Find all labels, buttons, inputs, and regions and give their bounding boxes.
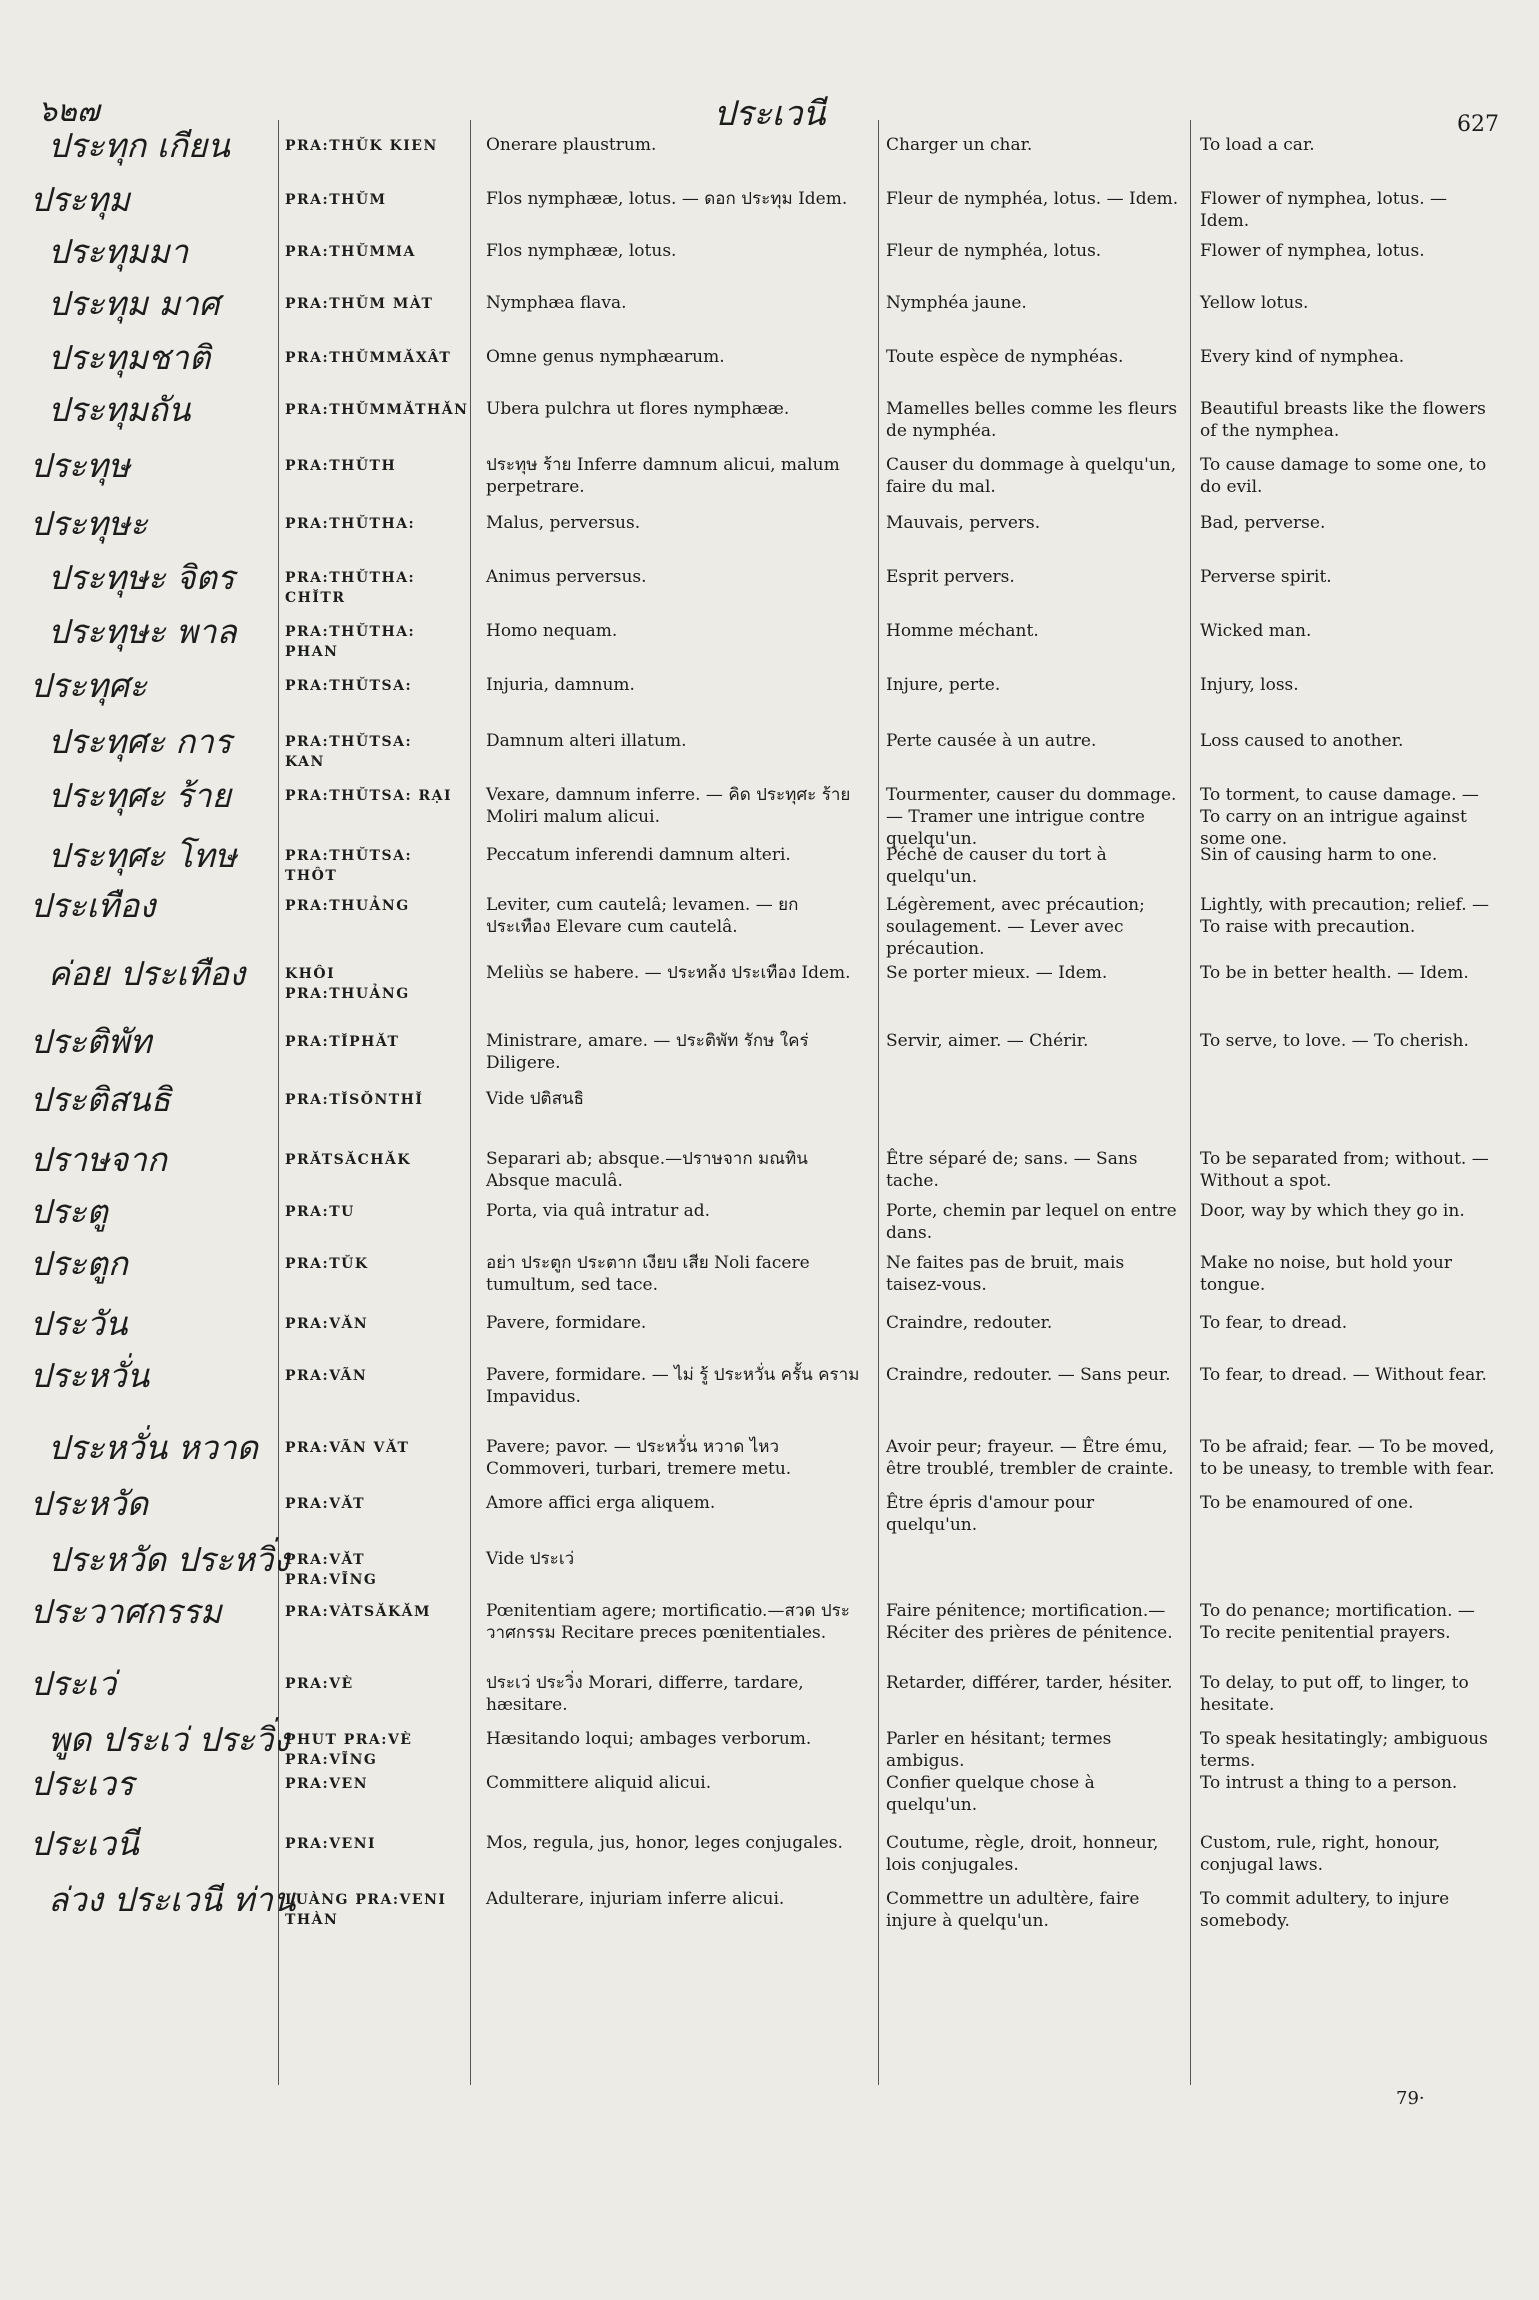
english-definition: Perverse spirit.	[1200, 567, 1332, 587]
latin-definition: Porta, via quâ intratur ad.	[486, 1201, 711, 1221]
romanization: PRA:THŬMMA	[285, 244, 416, 260]
column-divider	[878, 120, 879, 2085]
english-definition: Injury, loss.	[1200, 675, 1299, 695]
headword: ประทุษะ จิตร	[48, 558, 235, 597]
french-definition: Homme méchant.	[886, 621, 1039, 641]
headword: ประเทือง	[30, 886, 156, 925]
romanization: PRA:THŬTSA: KAN	[285, 734, 413, 770]
romanization: PRA:VÀTSĂKĂM	[285, 1604, 431, 1620]
latin-definition: Adulterare, injuriam inferre alicui.	[486, 1889, 785, 1909]
romanization: PRA:THŬK KIEN	[285, 138, 438, 154]
headword: ปราษจาก	[30, 1140, 167, 1179]
headword: ประตูก	[30, 1244, 128, 1283]
english-definition: Custom, rule, right, honour, conjugal laws.	[1200, 1833, 1441, 1875]
romanization: PRA:THŬTHA: PHAN	[285, 624, 416, 660]
romanization: PRA:THŬTSA:	[285, 678, 413, 694]
latin-definition: Damnum alteri illatum.	[486, 731, 687, 751]
headword: ประทุก เกียน	[48, 126, 230, 165]
french-definition: Fleur de nymphéa, lotus.	[886, 241, 1102, 261]
french-definition: Parler en hésitant; termes ambigus.	[886, 1729, 1112, 1771]
french-definition: Causer du dommage à quelqu'un, faire du mal.	[886, 455, 1177, 497]
english-definition: To commit adultery, to injure somebody.	[1200, 1889, 1450, 1931]
french-definition: Être épris d'amour pour quelqu'un.	[886, 1493, 1095, 1535]
english-definition: To do penance; mortification. — To recite penitential prayers.	[1200, 1601, 1475, 1643]
headword: ประทุมถัน	[48, 390, 191, 429]
headword: ประหวัด ประหวิ่ง	[48, 1540, 290, 1579]
english-definition: To fear, to dread. — Without fear.	[1200, 1365, 1487, 1385]
french-definition: Se porter mieux. — Idem.	[886, 963, 1108, 983]
english-definition: To serve, to love. — To cherish.	[1200, 1031, 1469, 1051]
romanization: PRA:THŬM MÀT	[285, 296, 434, 312]
french-definition: Servir, aimer. — Chérir.	[886, 1031, 1089, 1051]
headword: ประหวั่น หวาด	[48, 1428, 258, 1467]
french-definition: Retarder, différer, tarder, hésiter.	[886, 1673, 1173, 1693]
english-definition: To torment, to cause damage. — To carry on an intrigue against some one.	[1200, 785, 1479, 849]
headword: พูด ประเว่ ประวิ่ง	[48, 1720, 290, 1759]
french-definition: Porte, chemin par lequel on entre dans.	[886, 1201, 1177, 1243]
english-definition: To fear, to dread.	[1200, 1313, 1348, 1333]
french-definition: Commettre un adultère, faire injure à quelqu'un.	[886, 1889, 1140, 1931]
english-definition: To cause damage to some one, to do evil.	[1200, 455, 1487, 497]
romanization: LUÀNG PRA:VENI THÀN	[285, 1892, 447, 1928]
romanization: PRA:THŬMMĂXÂT	[285, 350, 452, 366]
headword: ประทุษะ พาล	[48, 612, 237, 651]
english-definition: To delay, to put off, to linger, to hesitate.	[1200, 1673, 1469, 1715]
latin-definition: Pavere, formidare. — ไม่ รู้ ประหวั่น ครั้น คราม Impavidus.	[486, 1365, 860, 1407]
headword: ประเวนี	[30, 1824, 139, 1863]
english-definition: Sin of causing harm to one.	[1200, 845, 1438, 865]
headword: ประวาศกรรม	[30, 1592, 222, 1631]
english-definition: Loss caused to another.	[1200, 731, 1404, 751]
romanization: PRA:VĂT PRA:VĨNG	[285, 1552, 378, 1588]
headword: ค่อย ประเทือง	[48, 954, 246, 993]
french-definition: Nymphéa jaune.	[886, 293, 1027, 313]
headword: ประหวัด	[30, 1484, 149, 1523]
french-definition: Injure, perte.	[886, 675, 1001, 695]
french-definition: Coutume, règle, droit, honneur, lois conjugales.	[886, 1833, 1159, 1875]
page-number: 627	[1457, 112, 1499, 137]
latin-definition: Amore affici erga aliquem.	[486, 1493, 716, 1513]
romanization: PRA:THUẢNG	[285, 898, 410, 914]
french-definition: Charger un char.	[886, 135, 1033, 155]
headword: ประทุม	[30, 180, 130, 219]
latin-definition: Hæsitando loqui; ambages verborum.	[486, 1729, 812, 1749]
romanization: PRA:THŬTSA: THÔT	[285, 848, 413, 884]
english-definition: To be separated from; without. — Without a spot.	[1200, 1149, 1489, 1191]
romanization: PRA:THŬM	[285, 192, 387, 208]
english-definition: To be in better health. — Idem.	[1200, 963, 1469, 983]
french-definition: Mauvais, pervers.	[886, 513, 1041, 533]
latin-definition: Injuria, damnum.	[486, 675, 635, 695]
french-definition: Être séparé de; sans. — Sans tache.	[886, 1149, 1138, 1191]
french-definition: Ne faites pas de bruit, mais taisez-vous.	[886, 1253, 1125, 1295]
latin-definition: Committere aliquid alicui.	[486, 1773, 712, 1793]
latin-definition: Nymphæa flava.	[486, 293, 627, 313]
romanization: PRA:TĬPHĂT	[285, 1034, 400, 1050]
english-definition: To be afraid; fear. — To be moved, to be uneasy, to tremble with fear.	[1200, 1437, 1495, 1479]
english-definition: Yellow lotus.	[1200, 293, 1309, 313]
latin-definition: Malus, perversus.	[486, 513, 641, 533]
romanization: PRA:THŬTHA: CHĬTR	[285, 570, 416, 606]
latin-definition: ประเว่ ประวิ่ง Morari, differre, tardare, hæsitare.	[486, 1673, 804, 1715]
latin-definition: Separari ab; absque.—ปราษจาก มณทิน Absque maculâ.	[486, 1149, 808, 1191]
french-definition: Esprit pervers.	[886, 567, 1015, 587]
romanization: PRA:THŬTH	[285, 458, 397, 474]
headword: ประติสนธิ	[30, 1080, 171, 1119]
french-definition: Mamelles belles comme les fleurs de nymphéa.	[886, 399, 1178, 441]
headword: ประทุศะ โทษ	[48, 836, 237, 875]
english-definition: To load a car.	[1200, 135, 1315, 155]
french-definition: Toute espèce de nymphéas.	[886, 347, 1124, 367]
headword: ประทุศะ ร้าย	[48, 776, 231, 815]
romanization: PRA:VENI	[285, 1836, 377, 1852]
latin-definition: Pœnitentiam agere; mortificatio.—สวด ประวาศกรรม Recitare preces pœnitentiales.	[486, 1601, 850, 1643]
column-divider	[1190, 120, 1191, 2085]
headword: ประติพัท	[30, 1022, 152, 1061]
latin-definition: Vide ประเว่	[486, 1549, 575, 1569]
french-definition: Craindre, redouter. — Sans peur.	[886, 1365, 1171, 1385]
latin-definition: Pavere; pavor. — ประหวั่น หวาด ไหว Commoveri, turbari, tremere metu.	[486, 1437, 792, 1479]
headword: ประวัน	[30, 1304, 128, 1343]
english-definition: Flower of nymphea, lotus.	[1200, 241, 1425, 261]
romanization: PRĂTSĂCHĂK	[285, 1152, 412, 1168]
romanization: PRA:VÃN	[285, 1368, 368, 1384]
headword: ประทุษะ	[30, 504, 148, 543]
english-definition: To intrust a thing to a person.	[1200, 1773, 1458, 1793]
romanization: PRA:VÈ	[285, 1676, 354, 1692]
romanization: PRA:THŬMMĂTHĂN	[285, 402, 469, 418]
latin-definition: Ubera pulchra ut flores nymphææ.	[486, 399, 790, 419]
french-definition: Tourmenter, causer du dommage. — Tramer une intrigue contre quelqu'un.	[886, 785, 1177, 849]
latin-definition: Meliùs se habere. — ประทล้ง ประเทือง Idem.	[486, 963, 851, 983]
romanization: KHÔI PRA:THUẢNG	[285, 966, 410, 1002]
headword: ประตู	[30, 1192, 108, 1231]
latin-definition: ประทุษ ร้าย Inferre damnum alicui, malum perpetrare.	[486, 455, 840, 497]
latin-definition: Ministrare, amare. — ประติพัท รักษ ใคร่ Diligere.	[486, 1031, 809, 1073]
headword: ประทุมมา	[48, 232, 189, 271]
latin-definition: Peccatum inferendi damnum alteri.	[486, 845, 791, 865]
thai-page-number: ๖๒๗	[38, 94, 100, 129]
romanization: PRA:THŬTHA:	[285, 516, 416, 532]
french-definition: Péché de causer du tort à quelqu'un.	[886, 845, 1107, 887]
headword: ประทุศะ การ	[48, 722, 232, 761]
latin-definition: Mos, regula, jus, honor, leges conjugales.	[486, 1833, 843, 1853]
english-definition: Make no noise, but hold your tongue.	[1200, 1253, 1452, 1295]
latin-definition: Flos nymphææ, lotus.	[486, 241, 677, 261]
headword: ประเวร	[30, 1764, 134, 1803]
english-definition: Lightly, with precaution; relief. — To raise with precaution.	[1200, 895, 1490, 937]
french-definition: Confier quelque chose à quelqu'un.	[886, 1773, 1095, 1815]
french-definition: Craindre, redouter.	[886, 1313, 1053, 1333]
romanization: PRA:THŬTSA: RẠI	[285, 788, 453, 804]
latin-definition: Leviter, cum cautelâ; levamen. — ยก ประเทือง Elevare cum cautelâ.	[486, 895, 799, 937]
headword: ประทุมชาติ	[48, 338, 211, 377]
english-definition: Every kind of nymphea.	[1200, 347, 1405, 367]
latin-definition: Omne genus nymphæarum.	[486, 347, 725, 367]
english-definition: Beautiful breasts like the flowers of the nymphea.	[1200, 399, 1486, 441]
english-definition: To be enamoured of one.	[1200, 1493, 1414, 1513]
romanization: PHUT PRA:VÈ PRA:VĨNG	[285, 1732, 413, 1768]
latin-definition: Pavere, formidare.	[486, 1313, 647, 1333]
french-definition: Avoir peur; frayeur. — Être ému, être troublé, trembler de crainte.	[886, 1437, 1174, 1479]
headword: ประทุศะ	[30, 666, 147, 705]
latin-definition: Homo nequam.	[486, 621, 618, 641]
romanization: PRA:VEN	[285, 1776, 369, 1792]
english-definition: Wicked man.	[1200, 621, 1312, 641]
english-definition: To speak hesitatingly; ambiguous terms.	[1200, 1729, 1488, 1771]
headword: ประเว่	[30, 1664, 117, 1703]
latin-definition: Vexare, damnum inferre. — คิด ประทุศะ ร้าย Moliri malum alicui.	[486, 785, 851, 827]
french-definition: Perte causée à un autre.	[886, 731, 1097, 751]
english-definition: Bad, perverse.	[1200, 513, 1326, 533]
french-definition: Fleur de nymphéa, lotus. — Idem.	[886, 189, 1179, 209]
romanization: PRA:TĬSŎNTHĬ	[285, 1092, 424, 1108]
english-definition: Flower of nymphea, lotus. — Idem.	[1200, 189, 1448, 231]
latin-definition: Vide ปติสนธิ	[486, 1089, 584, 1109]
latin-definition: Flos nymphææ, lotus. — ดอก ประทุม Idem.	[486, 189, 848, 209]
headword: ล่วง ประเวนี ท่าน	[48, 1880, 296, 1919]
latin-definition: อย่า ประตูก ประตาก เงียบ เสีย Noli facere tumultum, sed tace.	[486, 1253, 810, 1295]
romanization: PRA:TŬK	[285, 1256, 369, 1272]
romanization: PRA:VĂT	[285, 1496, 366, 1512]
page-title: ประเวนี	[713, 94, 826, 134]
headword: ประหวั่น	[30, 1356, 150, 1395]
column-divider	[470, 120, 471, 2085]
signature-mark: 79·	[1396, 2088, 1425, 2109]
romanization: PRA:TU	[285, 1204, 355, 1220]
romanization: PRA:VÃN VĂT	[285, 1440, 410, 1456]
romanization: PRA:VĂN	[285, 1316, 369, 1332]
latin-definition: Animus perversus.	[486, 567, 647, 587]
headword: ประทุษ	[30, 446, 130, 485]
french-definition: Légèrement, avec précaution; soulagement. — Lever avec précaution.	[886, 895, 1145, 959]
latin-definition: Onerare plaustrum.	[486, 135, 657, 155]
french-definition: Faire pénitence; mortification.— Réciter des prières de pénitence.	[886, 1601, 1173, 1643]
english-definition: Door, way by which they go in.	[1200, 1201, 1465, 1221]
headword: ประทุม มาศ	[48, 284, 220, 323]
